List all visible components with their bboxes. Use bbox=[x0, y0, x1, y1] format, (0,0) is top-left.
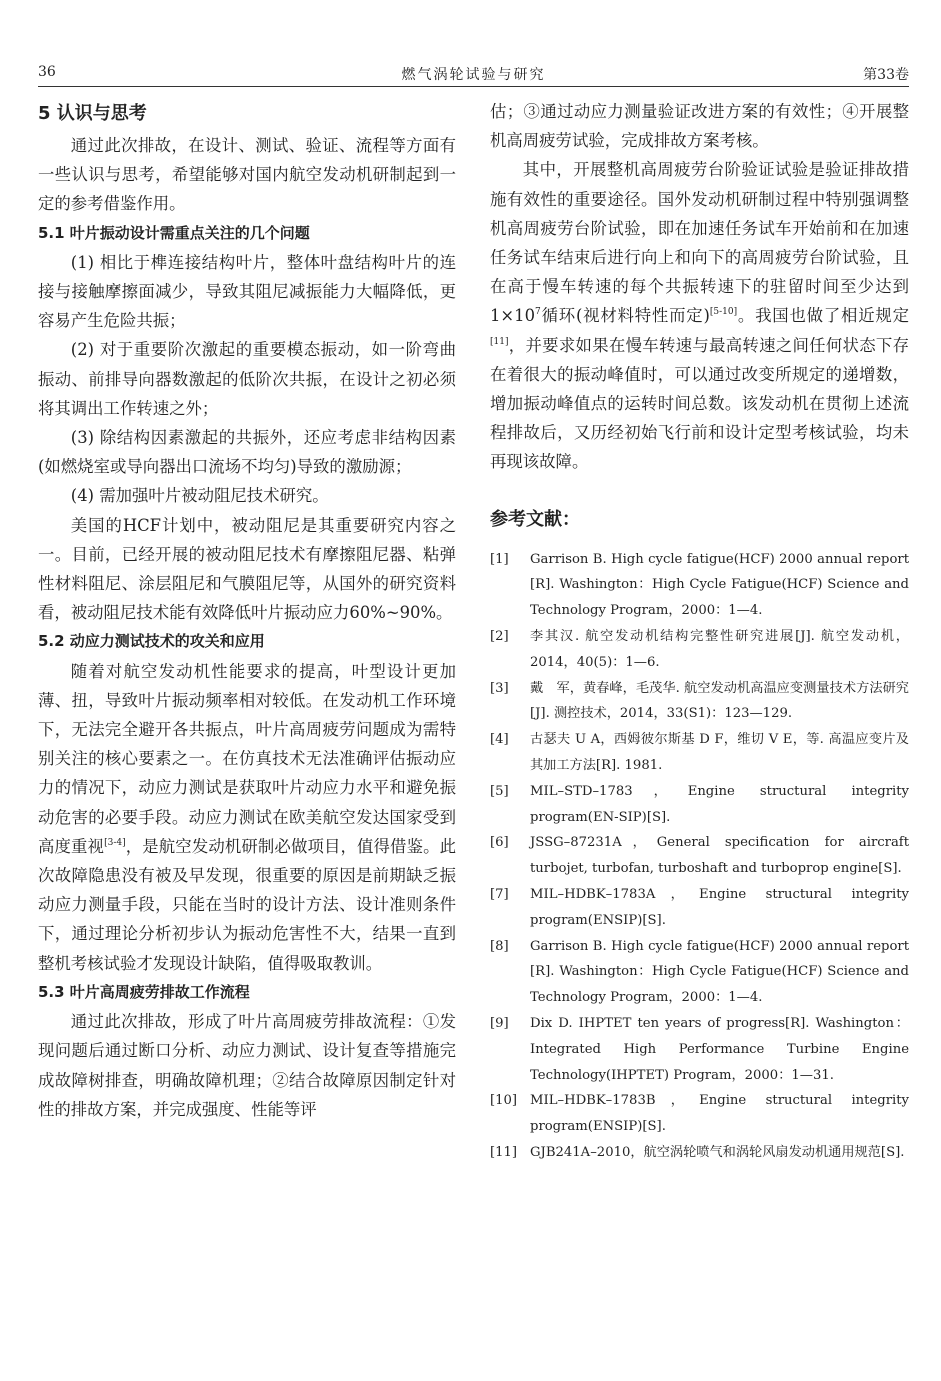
reference-text: MIL–HDBK–1783B，Engine structural integrity program(ENSIP)[S]. bbox=[530, 1093, 909, 1135]
section-5-1-item: (1) 相比于榫连接结构叶片，整体叶盘结构叶片的连接与接触摩擦面减少，导致其阻尼减振能力大幅降低，更容易产生危险共振； bbox=[38, 252, 456, 331]
reference-number: [6] bbox=[490, 835, 509, 851]
references-list bbox=[490, 547, 909, 1166]
reference-text: JSSG–87231A，General specification for aircraft turbojet, turbofan, turboshaft and turboprop engine[S]. bbox=[530, 835, 909, 877]
section-5-1-paragraph: 美国的HCF计划中，被动阻尼是其重要研究内容之一。目前，已经开展的被动阻尼技术有摩擦阻尼器、粘弹性材料阻尼、涂层阻尼和气膜阻尼等，从国外的研究资料看，被动阻尼技术能有效降低叶片振动应力60%~90%。 bbox=[38, 515, 456, 623]
reference-text: 戴 军，黄春峰，毛茂华. 航空发动机高温应变测量技术方法研究[J]. 测控技术，2014，33(S1)：123—129. bbox=[530, 680, 909, 722]
volume-label: 第33卷 bbox=[863, 67, 909, 83]
page-header bbox=[38, 64, 909, 87]
citation: [3-4] bbox=[104, 837, 126, 848]
section-5-2-paragraph bbox=[38, 657, 456, 978]
paragraph-text: ，并要求如果在慢车转速与最高转速之间任何状态下存在着很大的振动峰值时，可以通过改变所规定的递增数，增加振动峰值点的运转时间总数。该发动机在贯彻上述流程排故后，又历经初始飞行前和设计定型考核试验，均未再现该故障。 bbox=[490, 335, 909, 472]
paragraph-text: 其中，开展整机高周疲劳台阶验证试验是验证排故措施有效性的重要途径。国外发动机研制过程中特别强调整机高周疲劳台阶试验，即在加速任务试车开始前和在加速任务试车结束后进行向上和向下的高周疲劳台阶试验，且在高于慢车转速的每个共振转速下的驻留时间至少达到1×10 bbox=[490, 160, 909, 326]
reference-item bbox=[490, 1011, 909, 1088]
section-5-3-title: 5.3 叶片高周疲劳排故工作流程 bbox=[38, 982, 250, 1001]
section-5-title: 5 认识与思考 bbox=[38, 103, 147, 124]
section-5-intro: 通过此次排故，在设计、测试、验证、流程等方面有一些认识与思考，希望能够对国内航空发动机研制起到一定的参考借鉴作用。 bbox=[38, 136, 456, 214]
reference-text: Garrison B. High cycle fatigue(HCF) 2000 annual report [R]. Washington：High Cycle Fatigue(HCF) Science and Technology Program，2000：1—4. bbox=[530, 938, 909, 1006]
reference-item bbox=[490, 624, 909, 676]
section-5-1-item: (3) 除结构因素激起的共振外，还应考虑非结构因素(如燃烧室或导向器出口流场不均匀)导致的激励源； bbox=[38, 428, 456, 477]
reference-number: [9] bbox=[490, 1015, 509, 1031]
continued-paragraph: 估；③通过动应力测量验证改进方案的有效性；④开展整机高周疲劳试验，完成排故方案考核。 bbox=[490, 102, 909, 151]
section-5-1-item: (4) 需加强叶片被动阻尼技术研究。 bbox=[70, 486, 329, 506]
left-column bbox=[38, 97, 456, 1124]
paragraph-text: 循环(视材料特性而定) bbox=[540, 306, 710, 326]
reference-number: [5] bbox=[490, 783, 509, 799]
reference-text: MIL–STD–1783，Engine structural integrity program(EN-SIP)[S]. bbox=[530, 783, 909, 825]
reference-item bbox=[490, 1140, 909, 1166]
section-5-1-item: (2) 对于重要阶次激起的重要模态振动，如一阶弯曲振动、前排导向器数激起的低阶次共振，在设计之初必须将其调出工作转速之外； bbox=[38, 340, 456, 418]
journal-title: 燃气涡轮试验与研究 bbox=[401, 67, 546, 83]
reference-number: [7] bbox=[490, 887, 509, 902]
reference-text: 李其汉. 航空发动机结构完整性研究进展[J]. 航空发动机，2014，40(5)：1—6. bbox=[530, 629, 909, 670]
reference-number: [4] bbox=[490, 732, 509, 748]
section-5-1-title: 5.1 叶片振动设计需重点关注的几个问题 bbox=[38, 223, 310, 242]
paragraph-text: 。我国也做了相近规定 bbox=[737, 306, 909, 326]
reference-item bbox=[490, 676, 909, 728]
section-5-3-paragraph: 通过此次排故，形成了叶片高周疲劳排故流程：①发现问题后通过断口分析、动应力测试、设计复查等措施完成故障树排查，明确故障机理；②结合故障原因制定针对性的排故方案，并完成强度、性能等评 bbox=[38, 1012, 456, 1119]
reference-number: [2] bbox=[490, 629, 509, 645]
hcf-step-test-paragraph bbox=[490, 155, 909, 476]
reference-item bbox=[490, 727, 909, 779]
reference-item bbox=[490, 934, 909, 1011]
reference-text: Garrison B. High cycle fatigue(HCF) 2000 annual report [R]. Washington：High Cycle Fatigue(HCF) Science and Technology Program，2000：1—4. bbox=[530, 551, 909, 619]
reference-item bbox=[490, 882, 909, 934]
reference-item bbox=[490, 1088, 909, 1140]
reference-text: Dix D. IHPTET ten years of progress[R]. Washington：Integrated High Performance Turbine Engine Technology(IHPTET) Program，2000：1—31. bbox=[530, 1015, 909, 1083]
reference-text: MIL–HDBK–1783A，Engine structural integrity program(ENSIP)[S]. bbox=[530, 887, 909, 928]
reference-number: [11] bbox=[490, 1144, 518, 1160]
reference-item bbox=[490, 830, 909, 882]
references-title: 参考文献： bbox=[490, 508, 580, 530]
reference-number: [1] bbox=[490, 551, 509, 567]
reference-number: [8] bbox=[490, 938, 509, 954]
paragraph-text: 随着对航空发动机性能要求的提高，叶型设计更加薄、扭，导致叶片振动频率相对较低。在发动机工作环境下，无法完全避开各共振点，叶片高周疲劳问题成为需特别关注的核心要素之一。在仿真技术无法准确评估振动应力的情况下，动应力测试是获取叶片动应力水平和避免振动危害的必要手段。动应力测试在欧美航空发达国家受到高度重视 bbox=[38, 661, 456, 856]
paragraph-text: ，是航空发动机研制必做项目，值得借鉴。此次故障隐患没有被及早发现，很重要的原因是前期缺乏振动应力测量手段，只能在当时的设计方法、设计准则条件下，通过理论分析初步认为振动危害性不大，结果一直到整机考核试验才发现设计缺陷，值得吸取教训。 bbox=[38, 836, 457, 973]
reference-item bbox=[490, 547, 909, 624]
section-5-2-title: 5.2 动应力测试技术的攻关和应用 bbox=[38, 632, 265, 651]
reference-text: GJB241A–2010，航空涡轮喷气和涡轮风扇发动机通用规范[S]. bbox=[530, 1144, 905, 1160]
reference-item bbox=[490, 779, 909, 831]
citation: [11] bbox=[490, 336, 509, 347]
right-column bbox=[490, 97, 909, 1166]
page-number: 36 bbox=[38, 64, 56, 80]
citation: [5-10] bbox=[709, 307, 738, 318]
reference-number: [3] bbox=[490, 680, 509, 696]
reference-number: [10] bbox=[490, 1093, 518, 1109]
exponent: 7 bbox=[535, 307, 541, 318]
reference-text: 古瑟夫 U A，西姆彼尔斯基 D F，维切 V E，等. 高温应变片及其加工方法[R]. 1981. bbox=[530, 732, 909, 774]
